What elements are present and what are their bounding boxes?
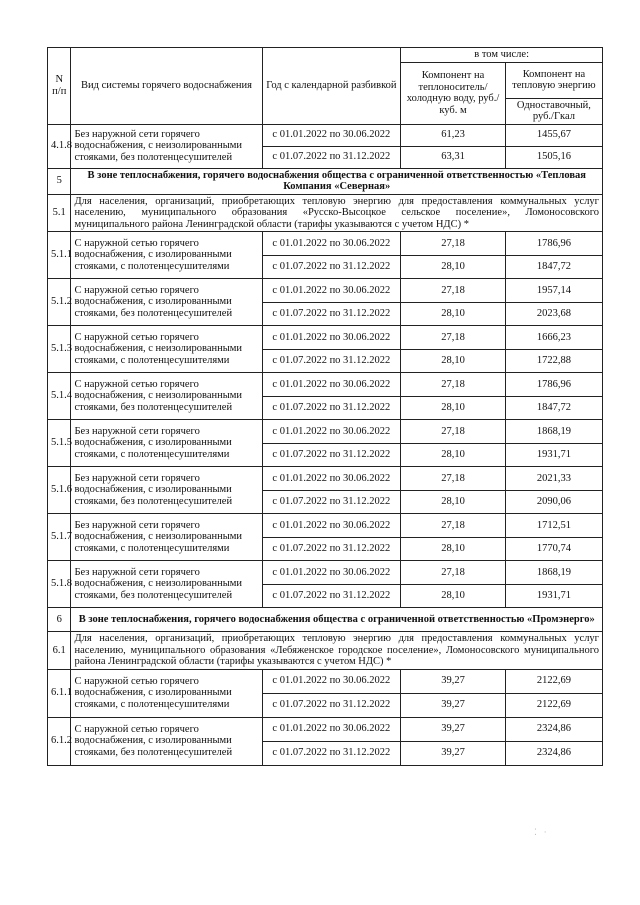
- row-number: 5.1.1: [48, 232, 71, 279]
- period-first-half: с 01.01.2022 по 30.06.2022: [262, 717, 401, 741]
- period-first-half: с 01.01.2022 по 30.06.2022: [262, 514, 401, 538]
- system-description: Без наружной сети горячего водоснабжения, с неизолированными стояками, с полотенцесушителями: [71, 514, 262, 561]
- period-first-half: с 01.01.2022 по 30.06.2022: [262, 373, 401, 397]
- coolant-value: 28,10: [401, 443, 506, 467]
- coolant-value: 28,10: [401, 490, 506, 514]
- coolant-value: 39,27: [401, 717, 506, 741]
- section-row: [48, 168, 603, 194]
- period-first-half: с 01.01.2022 по 30.06.2022: [262, 124, 401, 146]
- section-title: В зоне теплоснабжения, горячего водоснабжения общества с ограниченной ответственностью «Тепловая Компания «Северная»: [71, 168, 603, 194]
- coolant-value: 61,23: [401, 124, 506, 146]
- subsection-row: [48, 632, 603, 670]
- coolant-value: 28,10: [401, 255, 506, 279]
- system-description: Без наружной сети горячего водоснабжения, с изолированными стояками, с полотенцесушителями: [71, 420, 262, 467]
- coolant-value: 27,18: [401, 279, 506, 303]
- coolant-value: 27,18: [401, 326, 506, 350]
- period-second-half: с 01.07.2022 по 31.12.2022: [262, 146, 401, 168]
- scan-mark: ⁚ ·: [534, 828, 549, 838]
- heat-tariff-value: 1505,16: [505, 146, 602, 168]
- heat-tariff-value: 1722,88: [505, 349, 602, 373]
- heat-tariff-value: 2023,68: [505, 302, 602, 326]
- system-description: Без наружной сети горячего водоснабжения, с изолированными стояками, без полотенцесушителей: [71, 467, 262, 514]
- coolant-value: 63,31: [401, 146, 506, 168]
- coolant-value: 27,18: [401, 561, 506, 585]
- period-second-half: с 01.07.2022 по 31.12.2022: [262, 490, 401, 514]
- coolant-value: 39,27: [401, 741, 506, 765]
- period-first-half: с 01.01.2022 по 30.06.2022: [262, 467, 401, 491]
- subsection-text: Для населения, организаций, приобретающих тепловую энергию для предоставления коммунальных услуг населению, муниципального образования «Лебяженское городское поселение», Ломоносовского муниципального района Ленинградской области (тарифы указываются с учетом НДС) *: [71, 632, 603, 670]
- heat-tariff-value: 1931,71: [505, 584, 602, 608]
- coolant-value: 28,10: [401, 396, 506, 420]
- period-second-half: с 01.07.2022 по 31.12.2022: [262, 693, 401, 717]
- table-row: [48, 279, 603, 303]
- heat-tariff-value: 1847,72: [505, 396, 602, 420]
- coolant-value: 27,18: [401, 514, 506, 538]
- row-number: 6.1.2: [48, 717, 71, 765]
- heat-tariff-value: 2021,33: [505, 467, 602, 491]
- period-second-half: с 01.07.2022 по 31.12.2022: [262, 443, 401, 467]
- period-first-half: с 01.01.2022 по 30.06.2022: [262, 232, 401, 256]
- period-second-half: с 01.07.2022 по 31.12.2022: [262, 255, 401, 279]
- heat-tariff-value: 1712,51: [505, 514, 602, 538]
- system-description: С наружной сетью горячего водоснабжения, с неизолированными стояками, с полотенцесушителями: [71, 326, 262, 373]
- system-description: Без наружной сети горячего водоснабжения, с неизолированными стояками, без полотенцесушителей: [71, 561, 262, 608]
- heat-tariff-value: 1868,19: [505, 420, 602, 444]
- table-row: [48, 717, 603, 741]
- table-row: [48, 420, 603, 444]
- period-second-half: с 01.07.2022 по 31.12.2022: [262, 302, 401, 326]
- table-row: [48, 232, 603, 256]
- heat-tariff-value: 1931,71: [505, 443, 602, 467]
- header-number: N п/п: [48, 48, 71, 125]
- coolant-value: 28,10: [401, 349, 506, 373]
- period-second-half: с 01.07.2022 по 31.12.2022: [262, 396, 401, 420]
- section-number: 6: [48, 608, 71, 632]
- table-row: [48, 373, 603, 397]
- row-number: 5.1.2: [48, 279, 71, 326]
- coolant-value: 27,18: [401, 232, 506, 256]
- row-number: 6.1.1: [48, 669, 71, 717]
- row-number: 5.1.8: [48, 561, 71, 608]
- heat-tariff-value: 1847,72: [505, 255, 602, 279]
- heat-tariff-value: 2122,69: [505, 693, 602, 717]
- period-first-half: с 01.01.2022 по 30.06.2022: [262, 669, 401, 693]
- tariff-table: [47, 47, 603, 766]
- period-first-half: с 01.01.2022 по 30.06.2022: [262, 561, 401, 585]
- heat-tariff-value: 1786,96: [505, 373, 602, 397]
- table-row: [48, 561, 603, 585]
- subsection-text: Для населения, организаций, приобретающих тепловую энергию для предоставления коммунальных услуг населению, муниципального образования «Русско-Высоцкое сельское поселение», Ломоносовского муниципального района Ленинградской области (тарифы указываются с учетом НДС) *: [71, 194, 603, 232]
- section-row: [48, 608, 603, 632]
- table-row: [48, 514, 603, 538]
- section-number: 5: [48, 168, 71, 194]
- heat-tariff-value: 1770,74: [505, 537, 602, 561]
- system-description: С наружной сетью горячего водоснабжения, с изолированными стояками, без полотенцесушителей: [71, 717, 262, 765]
- system-description: С наружной сетью горячего водоснабжения, с изолированными стояками, с полотенцесушителями: [71, 669, 262, 717]
- coolant-value: 27,18: [401, 467, 506, 491]
- coolant-value: 28,10: [401, 302, 506, 326]
- heat-tariff-value: 2324,86: [505, 741, 602, 765]
- coolant-value: 28,10: [401, 584, 506, 608]
- row-number: 5.1.5: [48, 420, 71, 467]
- header-system-type: Вид системы горячего водоснабжения: [71, 48, 262, 125]
- table-row: [48, 124, 603, 146]
- period-second-half: с 01.07.2022 по 31.12.2022: [262, 537, 401, 561]
- heat-tariff-value: 1455,67: [505, 124, 602, 146]
- period-second-half: с 01.07.2022 по 31.12.2022: [262, 584, 401, 608]
- period-first-half: с 01.01.2022 по 30.06.2022: [262, 420, 401, 444]
- period-first-half: с 01.01.2022 по 30.06.2022: [262, 326, 401, 350]
- row-number: 5.1.7: [48, 514, 71, 561]
- table-row: [48, 467, 603, 491]
- header-year-breakdown: Год с календарной разбивкой: [262, 48, 401, 125]
- coolant-value: 28,10: [401, 537, 506, 561]
- system-description: Без наружной сети горячего водоснабжения, с неизолированными стояками, без полотенцесушителей: [71, 124, 262, 168]
- system-description: С наружной сетью горячего водоснабжения, с изолированными стояками, без полотенцесушителей: [71, 279, 262, 326]
- table-row: [48, 669, 603, 693]
- coolant-value: 27,18: [401, 373, 506, 397]
- section-title: В зоне теплоснабжения, горячего водоснабжения общества с ограниченной ответственностью «Промэнерго»: [71, 608, 603, 632]
- row-number: 5.1.3: [48, 326, 71, 373]
- heat-tariff-value: 2122,69: [505, 669, 602, 693]
- table-row: [48, 326, 603, 350]
- header-heat-component: Компонент на тепловую энергию: [505, 62, 602, 98]
- period-second-half: с 01.07.2022 по 31.12.2022: [262, 349, 401, 373]
- system-description: С наружной сетью горячего водоснабжения, с неизолированными стояками, без полотенцесушителей: [71, 373, 262, 420]
- subsection-number: 6.1: [48, 632, 71, 670]
- heat-tariff-value: 1786,96: [505, 232, 602, 256]
- subsection-row: [48, 194, 603, 232]
- heat-tariff-value: 2324,86: [505, 717, 602, 741]
- heat-tariff-value: 1666,23: [505, 326, 602, 350]
- system-description: С наружной сетью горячего водоснабжения, с изолированными стояками, с полотенцесушителями: [71, 232, 262, 279]
- row-number: 5.1.6: [48, 467, 71, 514]
- subsection-number: 5.1: [48, 194, 71, 232]
- header-single-rate: Одноставочный, руб./Гкал: [505, 98, 602, 124]
- period-second-half: с 01.07.2022 по 31.12.2022: [262, 741, 401, 765]
- row-number: 5.1.4: [48, 373, 71, 420]
- coolant-value: 27,18: [401, 420, 506, 444]
- heat-tariff-value: 1868,19: [505, 561, 602, 585]
- heat-tariff-value: 2090,06: [505, 490, 602, 514]
- row-number: 4.1.8: [48, 124, 71, 168]
- coolant-value: 39,27: [401, 693, 506, 717]
- period-first-half: с 01.01.2022 по 30.06.2022: [262, 279, 401, 303]
- coolant-value: 39,27: [401, 669, 506, 693]
- header-coolant-component: Компонент на теплоноситель/холодную воду, руб./куб. м: [401, 62, 506, 124]
- header-including: в том числе:: [401, 48, 603, 63]
- heat-tariff-value: 1957,14: [505, 279, 602, 303]
